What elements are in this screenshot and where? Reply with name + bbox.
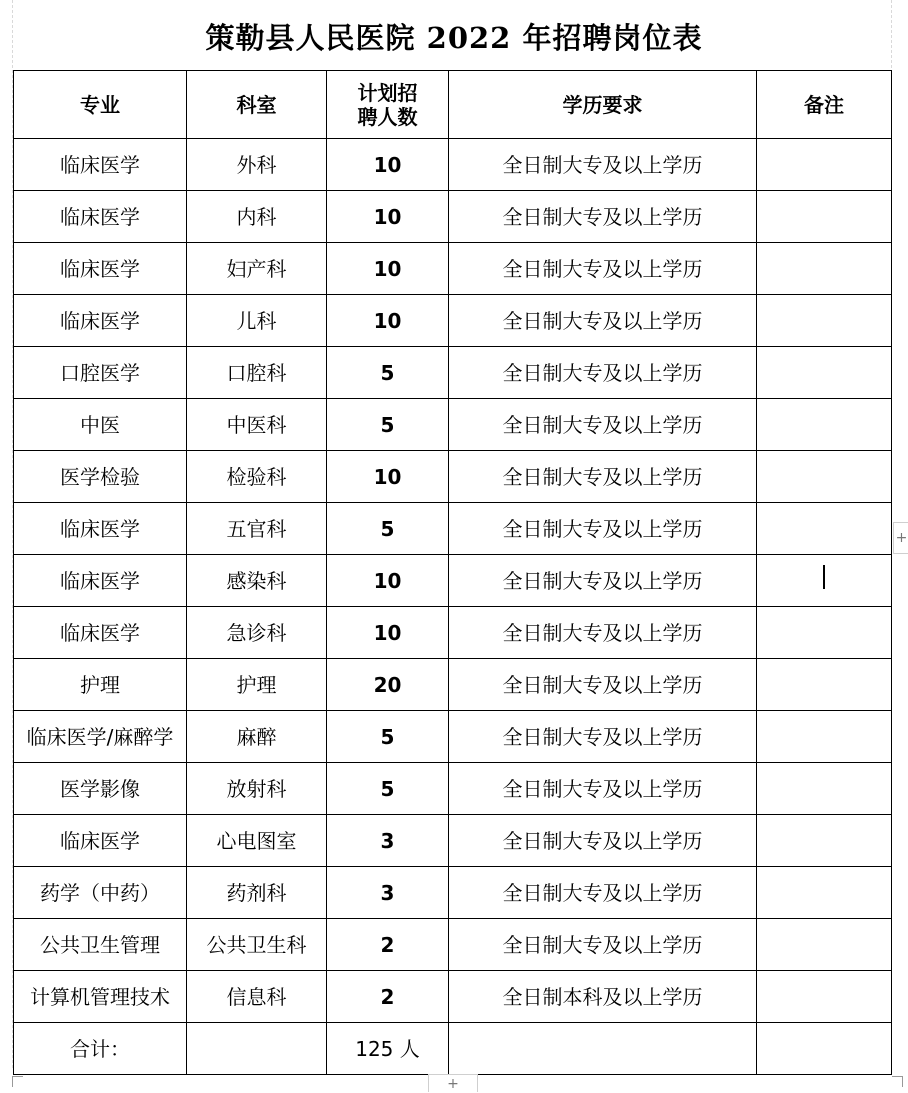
cell-count[interactable]: 10 [327, 555, 449, 607]
cell-education[interactable]: 全日制大专及以上学历 [449, 919, 757, 971]
cell-dept[interactable]: 麻醉 [187, 711, 327, 763]
cell-education[interactable]: 全日制大专及以上学历 [449, 711, 757, 763]
table-row [14, 971, 892, 1023]
cell-note[interactable] [757, 659, 892, 711]
cell-note[interactable] [757, 763, 892, 815]
cell-note[interactable] [757, 607, 892, 659]
cell-count[interactable]: 10 [327, 191, 449, 243]
total-education[interactable] [449, 1023, 757, 1075]
cell-count[interactable]: 10 [327, 139, 449, 191]
cell-dept[interactable]: 儿科 [187, 295, 327, 347]
page-corner-mark-right [892, 1076, 903, 1087]
cell-major[interactable]: 护理 [14, 659, 187, 711]
cell-major[interactable]: 临床医学 [14, 139, 187, 191]
table-row [14, 451, 892, 503]
cell-education[interactable]: 全日制大专及以上学历 [449, 867, 757, 919]
cell-note[interactable] [757, 919, 892, 971]
cell-note[interactable] [757, 295, 892, 347]
text-cursor [823, 565, 825, 589]
cell-education[interactable]: 全日制大专及以上学历 [449, 659, 757, 711]
cell-count[interactable]: 3 [327, 815, 449, 867]
table-row [14, 763, 892, 815]
cell-major[interactable]: 医学检验 [14, 451, 187, 503]
cell-education[interactable]: 全日制大专及以上学历 [449, 451, 757, 503]
header-major: 专业 [14, 71, 187, 139]
cell-education[interactable]: 全日制大专及以上学历 [449, 295, 757, 347]
header-count [327, 71, 449, 139]
header-note: 备注 [757, 71, 892, 139]
cell-dept[interactable]: 内科 [187, 191, 327, 243]
cell-dept[interactable]: 感染科 [187, 555, 327, 607]
cell-major[interactable]: 临床医学 [14, 815, 187, 867]
cell-major[interactable]: 临床医学 [14, 295, 187, 347]
cell-education[interactable]: 全日制大专及以上学历 [449, 243, 757, 295]
cell-education[interactable]: 全日制大专及以上学历 [449, 399, 757, 451]
add-column-button[interactable]: + [893, 522, 908, 554]
cell-major[interactable]: 中医 [14, 399, 187, 451]
recruitment-table [13, 70, 892, 1075]
cell-dept[interactable]: 公共卫生科 [187, 919, 327, 971]
cell-major[interactable]: 公共卫生管理 [14, 919, 187, 971]
cell-major[interactable]: 临床医学 [14, 555, 187, 607]
header-dept: 科室 [187, 71, 327, 139]
table-row [14, 347, 892, 399]
total-label[interactable]: 合计： [14, 1023, 187, 1075]
cell-count[interactable]: 2 [327, 919, 449, 971]
cell-count[interactable]: 5 [327, 763, 449, 815]
cell-education[interactable]: 全日制本科及以上学历 [449, 971, 757, 1023]
cell-major[interactable]: 临床医学 [14, 503, 187, 555]
add-row-button[interactable]: + [428, 1074, 478, 1092]
cell-major[interactable]: 临床医学 [14, 243, 187, 295]
cell-dept[interactable]: 信息科 [187, 971, 327, 1023]
cell-note[interactable] [757, 711, 892, 763]
cell-note[interactable] [757, 503, 892, 555]
table-row [14, 607, 892, 659]
page-corner-mark-left [12, 1076, 23, 1087]
total-note[interactable] [757, 1023, 892, 1075]
cell-note[interactable] [757, 971, 892, 1023]
cell-note[interactable] [757, 347, 892, 399]
table-row [14, 139, 892, 191]
cell-dept[interactable]: 放射科 [187, 763, 327, 815]
total-dept[interactable] [187, 1023, 327, 1075]
cell-count[interactable]: 20 [327, 659, 449, 711]
cell-count[interactable]: 2 [327, 971, 449, 1023]
cell-major[interactable]: 口腔医学 [14, 347, 187, 399]
cell-count[interactable]: 10 [327, 607, 449, 659]
cell-dept[interactable]: 五官科 [187, 503, 327, 555]
cell-dept[interactable]: 药剂科 [187, 867, 327, 919]
cell-dept[interactable]: 妇产科 [187, 243, 327, 295]
cell-education[interactable]: 全日制大专及以上学历 [449, 191, 757, 243]
cell-count[interactable]: 10 [327, 243, 449, 295]
cell-dept[interactable]: 心电图室 [187, 815, 327, 867]
header-count-line2: 聘人数 [357, 104, 418, 129]
cell-major[interactable]: 医学影像 [14, 763, 187, 815]
cell-count[interactable]: 5 [327, 399, 449, 451]
cell-note[interactable] [757, 139, 892, 191]
cell-dept[interactable]: 急诊科 [187, 607, 327, 659]
table-row [14, 191, 892, 243]
document-title: 策勒县人民医院 2022 年招聘岗位表 [205, 21, 703, 55]
cell-major[interactable]: 临床医学 [14, 607, 187, 659]
table-row [14, 659, 892, 711]
table-header-row [14, 71, 892, 139]
cell-dept[interactable]: 中医科 [187, 399, 327, 451]
cell-note[interactable] [757, 815, 892, 867]
table-row [14, 295, 892, 347]
cell-major[interactable]: 药学（中药） [14, 867, 187, 919]
table-row [14, 399, 892, 451]
cell-dept[interactable]: 护理 [187, 659, 327, 711]
table-row [14, 815, 892, 867]
total-row [14, 1023, 892, 1075]
cell-education[interactable]: 全日制大专及以上学历 [449, 815, 757, 867]
cell-major[interactable]: 临床医学/麻醉学 [14, 711, 187, 763]
cell-education[interactable]: 全日制大专及以上学历 [449, 763, 757, 815]
cell-dept[interactable]: 检验科 [187, 451, 327, 503]
total-count[interactable]: 125 人 [327, 1023, 449, 1075]
table-row [14, 867, 892, 919]
cell-count[interactable]: 10 [327, 295, 449, 347]
cell-count[interactable]: 5 [327, 347, 449, 399]
cell-major[interactable]: 临床医学 [14, 191, 187, 243]
header-education: 学历要求 [449, 71, 757, 139]
cell-dept[interactable]: 口腔科 [187, 347, 327, 399]
cell-count[interactable]: 5 [327, 711, 449, 763]
cell-note[interactable] [757, 399, 892, 451]
table-row [14, 503, 892, 555]
cell-education[interactable]: 全日制大专及以上学历 [449, 555, 757, 607]
table-row [14, 711, 892, 763]
cell-major[interactable]: 计算机管理技术 [14, 971, 187, 1023]
header-count-line1: 计划招 [357, 80, 418, 105]
cell-count[interactable]: 3 [327, 867, 449, 919]
cell-dept[interactable]: 外科 [187, 139, 327, 191]
cell-note[interactable] [757, 451, 892, 503]
cell-count[interactable]: 5 [327, 503, 449, 555]
table-row [14, 919, 892, 971]
cell-education[interactable]: 全日制大专及以上学历 [449, 347, 757, 399]
cell-note[interactable] [757, 243, 892, 295]
cell-note[interactable] [757, 191, 892, 243]
cell-education[interactable]: 全日制大专及以上学历 [449, 139, 757, 191]
table-row [14, 555, 892, 607]
cell-note[interactable] [757, 867, 892, 919]
table-row [14, 243, 892, 295]
cell-education[interactable]: 全日制大专及以上学历 [449, 503, 757, 555]
cell-education[interactable]: 全日制大专及以上学历 [449, 607, 757, 659]
cell-count[interactable]: 10 [327, 451, 449, 503]
